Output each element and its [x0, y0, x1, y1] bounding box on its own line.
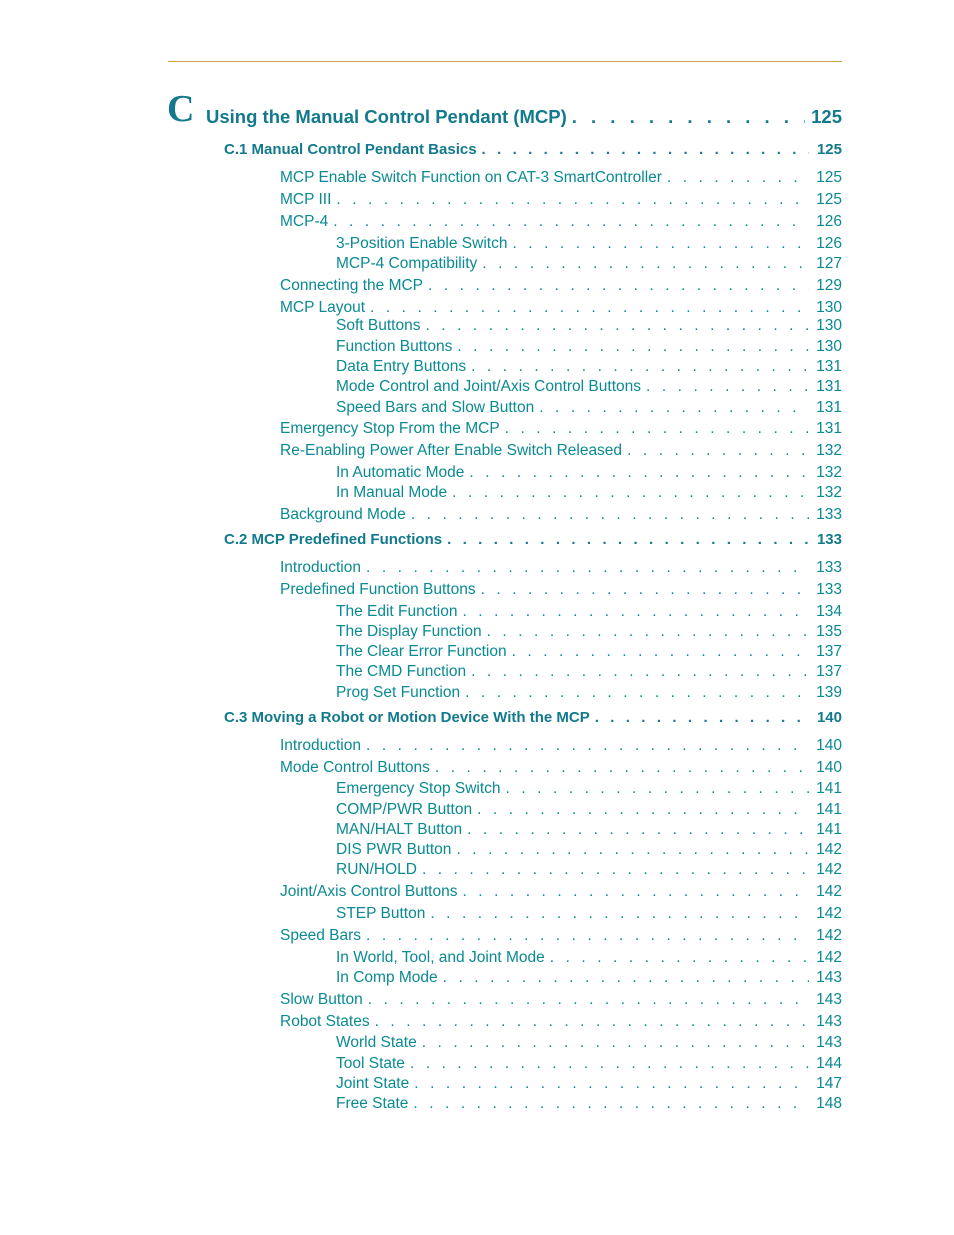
- toc-page-number: 130: [816, 338, 842, 355]
- toc-page-number: 142: [816, 883, 842, 900]
- dot-leader: [414, 1075, 809, 1093]
- toc-page-number: 141: [816, 780, 842, 797]
- toc-page-number: 143: [816, 1034, 842, 1051]
- toc-page-number: 135: [816, 623, 842, 640]
- toc-entry-label: Emergency Stop Switch: [336, 780, 501, 797]
- toc-entry[interactable]: [336, 969, 842, 987]
- toc-entry-label: Prog Set Function: [336, 684, 461, 701]
- dot-leader: [627, 442, 809, 460]
- dot-leader: [469, 464, 809, 482]
- toc-entry[interactable]: [336, 949, 842, 967]
- chapter-page-number: 125: [811, 106, 842, 127]
- toc-page-number: 130: [816, 317, 842, 334]
- toc-entry-label: DIS PWR Button: [336, 841, 452, 858]
- dot-leader: [410, 1055, 809, 1073]
- toc-entry[interactable]: [336, 1095, 842, 1113]
- toc-entry-label: The Clear Error Function: [336, 643, 507, 660]
- dot-leader: [422, 861, 809, 879]
- toc-entry-label: In Comp Mode: [336, 969, 438, 986]
- toc-page-number: 143: [816, 991, 842, 1008]
- toc-entry[interactable]: [280, 927, 842, 945]
- dot-leader: [481, 581, 809, 599]
- toc-entry-label: In World, Tool, and Joint Mode: [336, 949, 545, 966]
- toc-entry[interactable]: [280, 759, 842, 777]
- toc-entry[interactable]: [336, 484, 842, 502]
- toc-entry-label: Emergency Stop From the MCP: [280, 420, 500, 437]
- dot-leader: [370, 299, 809, 317]
- toc-entry[interactable]: [336, 663, 842, 681]
- dot-leader: [456, 841, 809, 859]
- toc-entry-label: World State: [336, 1034, 417, 1051]
- toc-page-number: 147: [816, 1075, 842, 1092]
- dot-leader: [467, 821, 809, 839]
- dot-leader: [425, 317, 809, 335]
- toc-entry-label: The Display Function: [336, 623, 482, 640]
- toc-entry-label: In Automatic Mode: [336, 464, 465, 481]
- dot-leader: [539, 399, 809, 417]
- dot-leader: [505, 420, 809, 438]
- toc-entry-label: Data Entry Buttons: [336, 358, 467, 375]
- toc-entry-label: 3-Position Enable Switch: [336, 235, 508, 252]
- toc-entry[interactable]: [336, 378, 842, 396]
- dot-leader: [506, 780, 809, 798]
- toc-entry[interactable]: [280, 169, 842, 187]
- dot-leader: [471, 358, 809, 376]
- toc-page-number: 131: [816, 399, 842, 416]
- toc-section-entry[interactable]: [224, 141, 842, 158]
- dot-leader: [413, 1095, 809, 1113]
- toc-entry[interactable]: [336, 861, 842, 879]
- toc-entry[interactable]: [280, 559, 842, 577]
- toc-entry[interactable]: [280, 991, 842, 1009]
- toc-entry-label: The Edit Function: [336, 603, 458, 620]
- toc-entry[interactable]: [280, 506, 842, 524]
- toc-entry-label: Tool State: [336, 1055, 405, 1072]
- dot-leader: [368, 991, 809, 1009]
- dot-leader: [336, 191, 809, 209]
- toc-page-number: 132: [816, 442, 842, 459]
- toc-entry-label: Slow Button: [280, 991, 363, 1008]
- toc-entry[interactable]: [336, 821, 842, 839]
- toc-entry-label: Introduction: [280, 737, 361, 754]
- toc-entry-label: Predefined Function Buttons: [280, 581, 476, 598]
- toc-page-number: 142: [816, 927, 842, 944]
- toc-entry-label: Joint/Axis Control Buttons: [280, 883, 458, 900]
- toc-page-number: 141: [816, 821, 842, 838]
- toc-page-number: 143: [816, 1013, 842, 1030]
- toc-entry-label: MAN/HALT Button: [336, 821, 463, 838]
- toc-page-number: 129: [816, 277, 842, 294]
- toc-page-number: 125: [816, 169, 842, 186]
- toc-page-number: 143: [816, 969, 842, 986]
- toc-page-number: 148: [816, 1095, 842, 1112]
- toc-page-number: 144: [816, 1055, 842, 1072]
- toc-entry-label: MCP-4: [280, 213, 329, 230]
- dot-leader: [411, 506, 809, 524]
- toc-entry[interactable]: [280, 420, 842, 438]
- toc-entry[interactable]: [280, 737, 842, 755]
- toc-entry-label: In Manual Mode: [336, 484, 448, 501]
- toc-entry[interactable]: [336, 255, 842, 273]
- dot-leader: [375, 1013, 809, 1031]
- dot-leader: [462, 603, 809, 621]
- dot-leader: [482, 141, 809, 158]
- toc-page-number: 137: [816, 643, 842, 660]
- toc-page-number: 142: [816, 841, 842, 858]
- toc-page-number: 142: [816, 949, 842, 966]
- toc-page-number: 127: [816, 255, 842, 272]
- dot-leader: [366, 559, 809, 577]
- toc-entry-label: RUN/HOLD: [336, 861, 417, 878]
- dot-leader: [443, 969, 809, 987]
- toc-entry[interactable]: [280, 191, 842, 209]
- dot-leader: [595, 709, 809, 726]
- toc-entry-label: C.1 Manual Control Pendant Basics: [224, 141, 477, 158]
- toc-page-number: 132: [816, 484, 842, 501]
- dot-leader: [366, 927, 809, 945]
- toc-page-number: 140: [816, 737, 842, 754]
- toc-entry-label: Function Buttons: [336, 338, 453, 355]
- dot-leader: [452, 484, 809, 502]
- dot-leader: [646, 378, 809, 396]
- toc-entry-label: Mode Control and Joint/Axis Control Buttons: [336, 378, 641, 395]
- toc-entry-label: MCP III: [280, 191, 332, 208]
- toc-entry-label: Background Mode: [280, 506, 406, 523]
- toc-entry[interactable]: [336, 358, 842, 376]
- toc-page-number: 133: [816, 559, 842, 576]
- chapter-letter: C: [167, 88, 195, 130]
- toc-page-number: 133: [816, 531, 842, 548]
- toc-entry-label: MCP-4 Compatibility: [336, 255, 478, 272]
- dot-leader: [550, 949, 809, 967]
- toc-entry[interactable]: [336, 643, 842, 661]
- toc-page-number: 139: [816, 684, 842, 701]
- toc-entry-label: Free State: [336, 1095, 409, 1112]
- toc-entry[interactable]: [336, 464, 842, 482]
- toc-page-number: 142: [816, 905, 842, 922]
- toc-entry[interactable]: [280, 581, 842, 599]
- dot-leader: [430, 905, 809, 923]
- toc-entry[interactable]: [280, 299, 842, 317]
- dot-leader: [465, 684, 809, 702]
- toc-page-number: 133: [816, 581, 842, 598]
- toc-entry[interactable]: [280, 1013, 842, 1031]
- toc-entry[interactable]: [336, 684, 842, 702]
- toc-entry[interactable]: [336, 623, 842, 641]
- toc-entry-label: STEP Button: [336, 905, 426, 922]
- toc-entry-label: Speed Bars: [280, 927, 361, 944]
- toc-entry[interactable]: [280, 213, 842, 231]
- toc-entry[interactable]: [336, 338, 842, 356]
- dot-leader: [512, 643, 809, 661]
- dot-leader: [572, 106, 805, 128]
- toc-entry[interactable]: [336, 399, 842, 417]
- toc-entry-label: Soft Buttons: [336, 317, 421, 334]
- dot-leader: [477, 801, 809, 819]
- chapter-title: Using the Manual Control Pendant (MCP): [206, 106, 567, 127]
- toc-page-number: 141: [816, 801, 842, 818]
- toc-entry[interactable]: [336, 317, 842, 335]
- toc-page-number: 140: [816, 709, 842, 726]
- toc-entry-label: C.2 MCP Predefined Functions: [224, 531, 443, 548]
- toc-page-number: 126: [816, 213, 842, 230]
- dot-leader: [667, 169, 809, 187]
- toc-page-number: 142: [816, 861, 842, 878]
- toc-page-number: 131: [816, 358, 842, 375]
- toc-entry[interactable]: [336, 801, 842, 819]
- toc-chapter-entry[interactable]: [206, 106, 842, 128]
- toc-entry[interactable]: [280, 442, 842, 460]
- toc-entry[interactable]: [336, 780, 842, 798]
- toc-page-number: 126: [816, 235, 842, 252]
- toc-page-number: 131: [816, 420, 842, 437]
- toc-entry-label: C.3 Moving a Robot or Motion Device With the MCP: [224, 709, 590, 726]
- toc-entry-label: Robot States: [280, 1013, 370, 1030]
- dot-leader: [422, 1034, 809, 1052]
- dot-leader: [512, 235, 809, 253]
- toc-entry[interactable]: [336, 603, 842, 621]
- dot-leader: [482, 255, 809, 273]
- toc-entry-label: MCP Layout: [280, 299, 366, 316]
- toc-page-number: 125: [816, 191, 842, 208]
- toc-entry-label: MCP Enable Switch Function on CAT-3 SmartController: [280, 169, 662, 186]
- toc-entry-label: Speed Bars and Slow Button: [336, 399, 535, 416]
- toc-page-number: 130: [816, 299, 842, 316]
- toc-entry[interactable]: [280, 883, 842, 901]
- dot-leader: [462, 883, 809, 901]
- dot-leader: [457, 338, 809, 356]
- dot-leader: [487, 623, 809, 641]
- header-rule: [168, 61, 842, 62]
- dot-leader: [435, 759, 809, 777]
- toc-page-number: 137: [816, 663, 842, 680]
- toc-page-number: 132: [816, 464, 842, 481]
- toc-entry-label: The CMD Function: [336, 663, 467, 680]
- dot-leader: [447, 531, 809, 548]
- toc-entry-label: Re-Enabling Power After Enable Switch Released: [280, 442, 623, 459]
- dot-leader: [428, 277, 809, 295]
- toc-entry[interactable]: [336, 841, 842, 859]
- toc-entry[interactable]: [280, 277, 842, 295]
- dot-leader: [333, 213, 809, 231]
- toc-entry[interactable]: [336, 1034, 842, 1052]
- toc-entry[interactable]: [336, 1055, 842, 1073]
- toc-page-number: 133: [816, 506, 842, 523]
- toc-entry-label: Connecting the MCP: [280, 277, 424, 294]
- dot-leader: [366, 737, 809, 755]
- toc-section-entry[interactable]: [224, 531, 842, 548]
- toc-entry-label: Mode Control Buttons: [280, 759, 430, 776]
- toc-entry[interactable]: [336, 1075, 842, 1093]
- toc-page-number: 125: [816, 141, 842, 158]
- toc-entry-label: Introduction: [280, 559, 361, 576]
- toc-entry-label: Joint State: [336, 1075, 410, 1092]
- dot-leader: [471, 663, 809, 681]
- toc-page-number: 140: [816, 759, 842, 776]
- toc-page-number: 134: [816, 603, 842, 620]
- toc-entry[interactable]: [336, 905, 842, 923]
- toc-entry[interactable]: [336, 235, 842, 253]
- toc-entry-label: COMP/PWR Button: [336, 801, 473, 818]
- toc-section-entry[interactable]: [224, 709, 842, 726]
- toc-page-number: 131: [816, 378, 842, 395]
